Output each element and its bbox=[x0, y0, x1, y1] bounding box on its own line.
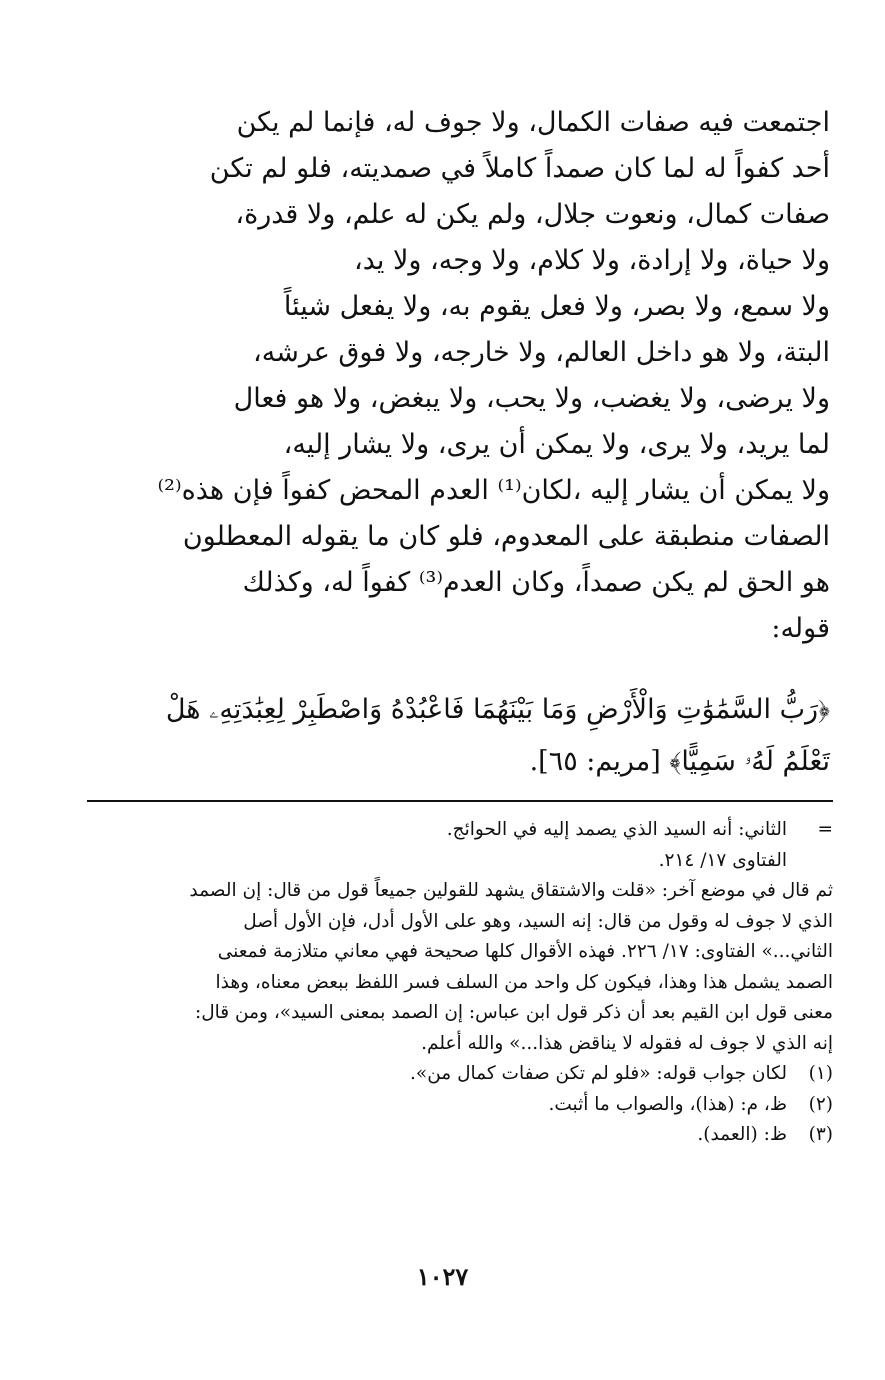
main-text-line: ولا يرضى، ولا يغضب، ولا يحب، ولا يبغض، ولا هو فعال bbox=[233, 383, 830, 414]
footnote-continuation-line bbox=[87, 815, 833, 846]
main-text-block bbox=[157, 100, 830, 652]
main-text-line: قوله: bbox=[771, 613, 830, 644]
footnotes-block bbox=[87, 815, 833, 1151]
footnote-continuation-marker: = bbox=[817, 819, 833, 840]
footnote-number: (١) bbox=[808, 1063, 833, 1084]
footnote-text: ظ، م: (هذا)، والصواب ما أثبت. bbox=[548, 1093, 787, 1115]
footnote-quote-line: معنى قول ابن القيم بعد أن ذكر قول ابن عباس: إن الصمد بمعنى السيد»، ومن قال: bbox=[194, 1002, 833, 1023]
quran-verse-block bbox=[165, 684, 830, 788]
footnote-quote-line: ثم قال في موضع آخر: «قلت والاشتقاق يشهد للقولين جميعاً قول من قال: إن الصمد bbox=[189, 880, 833, 901]
verse-line: ﴿رَبُّ السَّمَٰوَٰتِ وَالْأَرْضِ وَمَا بَيْنَهُمَا فَاعْبُدْهُ وَاصْطَبِرْ لِعِبَٰدَتِهِۦ هَلْ bbox=[165, 694, 830, 725]
footnote-text: ظ: (العمد). bbox=[697, 1124, 787, 1145]
footnote-item bbox=[87, 1090, 833, 1121]
footnote-number: (٣) bbox=[808, 1124, 833, 1145]
footnote-text: الثاني: أنه السيد الذي يصمد إليه في الحوائج. bbox=[446, 819, 787, 840]
main-text-line: ولا حياة، ولا إرادة، ولا كلام، ولا وجه، ولا يد، bbox=[354, 245, 830, 276]
main-text-line: أحد كفواً له لما كان صمداً كاملاً في صمديته، فلو لم تكن bbox=[209, 153, 830, 184]
footnote-item bbox=[87, 1059, 833, 1090]
main-text-line: لما يريد، ولا يرى، ولا يمكن أن يرى، ولا يشار إليه، bbox=[283, 429, 830, 460]
footnote-text: لكان جواب قوله: «فلو لم تكن صفات كمال من». bbox=[410, 1063, 787, 1084]
verse-line: تَعْلَمُ لَهُۥ سَمِيًّا﴾ [مريم: ٦٥]. bbox=[529, 746, 830, 777]
page-number: ١٠٢٧ bbox=[416, 1262, 469, 1291]
main-text-line: ولا يمكن أن يشار إليه ،لكان⁽¹⁾ العدم المحض كفواً فإن هذه⁽²⁾ bbox=[157, 475, 830, 506]
main-text-line: الصفات منطبقة على المعدوم، فلو كان ما يقوله المعطلون bbox=[182, 521, 830, 552]
footnote-quote-line: إنه الذي لا جوف له فقوله لا يناقض هذا...» والله أعلم. bbox=[421, 1032, 833, 1054]
footnote-quote-line: الصمد يشمل هذا وهذا، فيكون كل واحد من السلف فسر اللفظ ببعض معناه، وهذا bbox=[215, 971, 833, 993]
main-text-line: هو الحق لم يكن صمداً، وكان العدم⁽³⁾ كفواً له، وكذلك bbox=[242, 567, 830, 598]
footnote-item bbox=[87, 1120, 833, 1151]
main-text-line: صفات كمال، ونعوت جلال، ولم يكن له علم، ولا قدرة، bbox=[235, 199, 830, 230]
main-text-line: البتة، ولا هو داخل العالم، ولا خارجه، ولا فوق عرشه، bbox=[253, 337, 830, 368]
footnote-quote-line: الثاني...» الفتاوى: ١٧/ ٢٢٦. فهذه الأقوال كلها صحيحة فهي معاني متلازمة فمعنى bbox=[217, 941, 833, 962]
footnote-divider bbox=[87, 800, 833, 802]
footnote-continuation-line: الفتاوى ١٧/ ٢١٤. bbox=[658, 849, 787, 871]
footnote-number: (٢) bbox=[808, 1093, 833, 1115]
footnote-quote-line: الذي لا جوف له وقول من قال: إنه السيد، وهو على الأول أدل، فإن الأول أصل bbox=[243, 910, 833, 932]
main-text-line: ولا سمع، ولا بصر، ولا فعل يقوم به، ولا يفعل شيئاً bbox=[283, 291, 830, 322]
main-text-line: اجتمعت فيه صفات الكمال، ولا جوف له، فإنما لم يكن bbox=[236, 107, 830, 138]
